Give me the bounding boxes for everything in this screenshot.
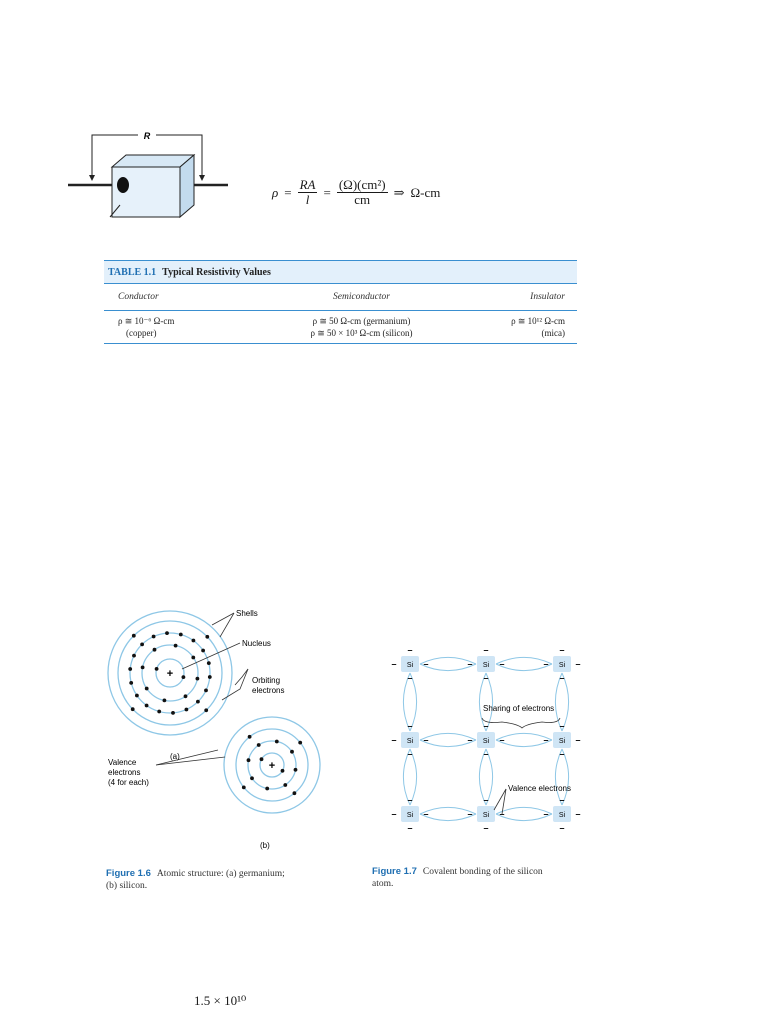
resistivity-table	[104, 260, 577, 344]
figure-1-6-label: Figure 1.6	[106, 868, 151, 879]
table-row	[104, 311, 577, 344]
electron-dot	[132, 634, 136, 638]
shared-electron: –	[483, 823, 489, 833]
shared-electron: –	[407, 645, 413, 655]
shared-electron: –	[391, 809, 397, 819]
table-header	[104, 260, 577, 284]
electron-dot	[174, 644, 178, 648]
silicon-atom-label: Si	[558, 738, 566, 745]
electron-dot	[196, 677, 200, 681]
electron-dot	[250, 776, 254, 780]
electron-dot	[145, 704, 149, 708]
shared-electron: –	[423, 735, 429, 745]
covalent-bonding-figure	[372, 632, 582, 842]
electron-dot	[165, 631, 169, 635]
shared-electron: –	[467, 809, 473, 819]
electron-dot	[163, 699, 167, 703]
electron-dot	[132, 654, 136, 658]
silicon-atom-label: Si	[482, 738, 490, 745]
cell-conductor	[104, 315, 268, 343]
electron-dot	[152, 635, 156, 639]
electron-dot	[155, 667, 159, 671]
shared-electron: –	[483, 795, 489, 805]
electron-dot	[131, 707, 135, 711]
electron-dot	[191, 656, 195, 660]
semiconductor-germanium: ρ ≅ 50 Ω-cm (germanium)	[312, 316, 411, 326]
table-column-headers	[104, 284, 577, 311]
fraction-numerator: RA	[299, 177, 316, 192]
cell-insulator	[455, 315, 577, 343]
electron-dot	[298, 741, 302, 745]
silicon-atom-label: Si	[482, 662, 490, 669]
column-header-conductor: Conductor	[118, 292, 159, 302]
electron-dot	[201, 649, 205, 653]
electron-dot	[208, 675, 212, 679]
units-fraction	[337, 178, 388, 207]
shared-electron: –	[483, 673, 489, 683]
figure-1-6-caption-line2: (b) silicon.	[106, 881, 148, 891]
electron-dot	[157, 710, 161, 714]
shared-electron: –	[407, 795, 413, 805]
silicon-atom-label: Si	[406, 662, 414, 669]
equals-sign: =	[284, 184, 292, 200]
shared-electron: –	[483, 721, 489, 731]
shared-electron: –	[559, 645, 565, 655]
insulator-material: (mica)	[541, 328, 565, 338]
electron-dot	[207, 661, 211, 665]
electron-dot	[196, 700, 200, 704]
part-b-label: (b)	[260, 841, 270, 850]
shared-electron: –	[407, 749, 413, 759]
valence-electrons-label: Valence electrons	[508, 784, 571, 793]
shared-electron: –	[499, 809, 505, 819]
silicon-lattice	[391, 645, 580, 833]
shared-electron: –	[559, 795, 565, 805]
electron-dot	[283, 783, 287, 787]
electron-dot	[129, 681, 133, 685]
germanium-nucleus-plus: +	[166, 668, 174, 680]
insulator-value: ρ ≅ 10¹² Ω-cm	[511, 316, 565, 326]
shared-electron: –	[543, 735, 549, 745]
electron-dot	[185, 708, 189, 712]
shared-electron: –	[483, 749, 489, 759]
cell-semiconductor	[268, 315, 455, 343]
electron-dot	[171, 711, 175, 715]
electron-dot	[135, 694, 139, 698]
conductor-material: (copper)	[126, 328, 157, 338]
shared-electron: –	[407, 721, 413, 731]
shared-electron: –	[559, 721, 565, 731]
resistor-block-diagram	[60, 125, 240, 220]
shared-electron: –	[543, 659, 549, 669]
shared-electron: –	[575, 659, 581, 669]
resistivity-formula	[272, 178, 440, 207]
shared-electron: –	[559, 749, 565, 759]
electron-dot	[140, 643, 144, 647]
conductor-value: ρ ≅ 10⁻⁶ Ω-cm	[118, 316, 175, 326]
figure-1-7-caption	[372, 866, 602, 890]
sharing-electrons-label: Sharing of electrons	[483, 704, 555, 713]
table-title: Typical Resistivity Values	[162, 266, 271, 278]
shells-label: Shells	[236, 609, 258, 618]
electron-dot	[204, 708, 208, 712]
figure-1-7-caption-line1: Covalent bonding of the silicon	[422, 867, 543, 877]
orbiting-label-line2: electrons	[252, 686, 285, 695]
part-a-label: (a)	[170, 752, 180, 761]
silicon-atom-label: Si	[558, 662, 566, 669]
valence-label-line1: Valence	[108, 758, 137, 767]
nucleus-label: Nucleus	[242, 639, 271, 648]
electron-dot	[184, 694, 188, 698]
column-header-insulator: Insulator	[530, 292, 565, 302]
electron-dot	[179, 633, 183, 637]
resistance-label: R	[143, 131, 151, 141]
result-unit: Ω-cm	[410, 184, 441, 200]
electron-dot	[242, 786, 246, 790]
shared-electron: –	[391, 735, 397, 745]
electron-dot	[145, 687, 149, 691]
electron-dot	[265, 787, 269, 791]
shared-electron: –	[467, 735, 473, 745]
implies-arrow: ⇒	[393, 184, 405, 200]
equals-sign-2: =	[323, 184, 331, 200]
atomic-structure-figure	[100, 605, 340, 855]
electron-dot	[281, 769, 285, 773]
electron-dot	[153, 648, 157, 652]
shared-electron: –	[407, 823, 413, 833]
orbiting-label-line1: Orbiting	[252, 676, 281, 685]
electron-dot	[260, 757, 264, 761]
table-label: TABLE 1.1	[108, 266, 157, 278]
silicon-atom-label: Si	[482, 812, 490, 819]
figure-1-7-caption-line2: atom.	[372, 879, 394, 889]
electron-dot	[205, 635, 209, 639]
shared-electron: –	[575, 809, 581, 819]
valence-label-line3: (4 for each)	[108, 778, 149, 787]
shared-electron: –	[483, 645, 489, 655]
silicon-atom-label: Si	[406, 738, 414, 745]
electron-dot	[248, 735, 252, 739]
shared-electron: –	[559, 673, 565, 683]
silicon-atom-label: Si	[558, 812, 566, 819]
shared-electron: –	[423, 809, 429, 819]
shared-electron: –	[543, 809, 549, 819]
electron-dot	[294, 768, 298, 772]
shared-electron: –	[467, 659, 473, 669]
semiconductor-silicon: ρ ≅ 50 × 10³ Ω-cm (silicon)	[310, 328, 413, 338]
units-numerator: (Ω)(cm²)	[338, 177, 386, 192]
fraction-denominator: l	[305, 192, 310, 207]
shared-electron: –	[559, 823, 565, 833]
electron-dot	[257, 743, 261, 747]
electron-dot	[192, 639, 196, 643]
silicon-nucleus-plus: +	[268, 760, 276, 772]
electron-dot	[128, 667, 132, 671]
electron-dot	[247, 758, 251, 762]
shared-electron: –	[391, 659, 397, 669]
electron-dot	[293, 791, 297, 795]
column-header-semiconductor: Semiconductor	[333, 292, 390, 302]
electron-dot	[290, 750, 294, 754]
electron-dot	[275, 740, 279, 744]
ra-over-l-fraction	[298, 178, 318, 207]
intrinsic-carrier-value: 1.5 × 10¹⁰	[194, 993, 247, 1008]
shared-electron: –	[499, 659, 505, 669]
valence-label-line2: electrons	[108, 768, 141, 777]
figure-1-6-caption	[106, 868, 346, 892]
shared-electron: –	[423, 659, 429, 669]
shared-electron: –	[499, 735, 505, 745]
electron-dot	[182, 675, 186, 679]
silicon-atom-label: Si	[406, 812, 414, 819]
electron-dot	[141, 666, 145, 670]
rho-symbol: ρ	[272, 184, 279, 200]
units-denominator: cm	[354, 192, 371, 207]
figure-1-7-label: Figure 1.7	[372, 866, 417, 877]
electron-dot	[204, 689, 208, 693]
figure-1-6-caption-line1: Atomic structure: (a) germanium;	[156, 869, 285, 879]
shared-electron: –	[407, 673, 413, 683]
shared-electron: –	[575, 735, 581, 745]
